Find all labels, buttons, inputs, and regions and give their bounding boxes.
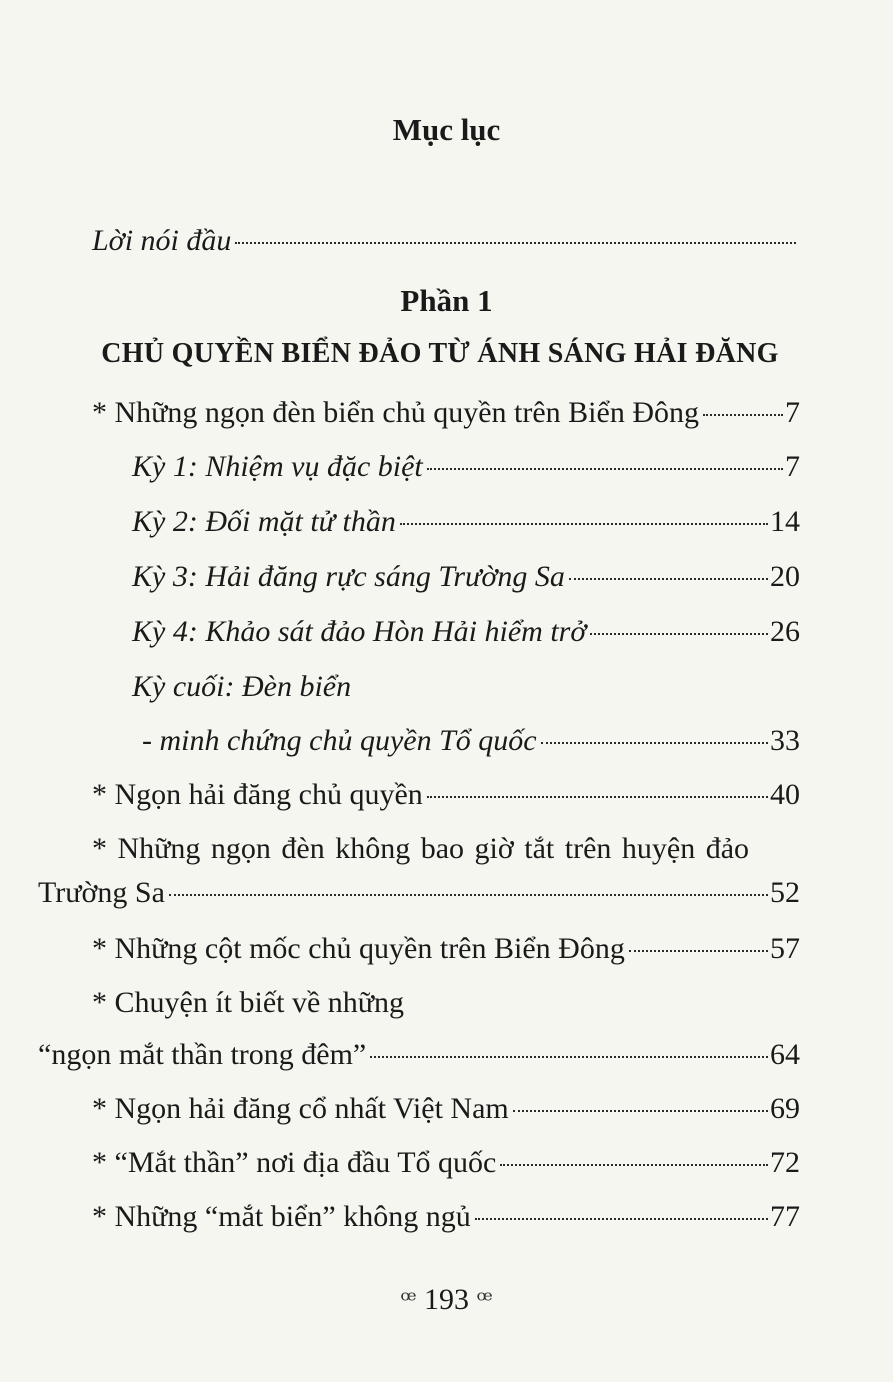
dot-leader — [629, 950, 768, 952]
toc-entry — [38, 874, 800, 912]
toc-entry-page: 57 — [770, 932, 800, 965]
toc-entry-label: * Chuyện ít biết về những — [92, 986, 405, 1019]
toc-entry-label: * Những ngọn đèn không bao giờ tắt trên huyện đảo — [92, 832, 750, 865]
toc-entry-page: 33 — [770, 724, 800, 757]
toc-entry-page: 52 — [770, 876, 800, 909]
toc-entry-label: Lời nói đầu — [92, 224, 232, 257]
toc-entry — [92, 1198, 800, 1236]
toc-entry-label: Kỳ 3: Hải đăng rực sáng Trường Sa — [132, 560, 565, 593]
toc-entry — [92, 1090, 800, 1128]
dot-leader — [475, 1218, 768, 1220]
toc-entry-label: Kỳ 1: Nhiệm vụ đặc biệt — [132, 450, 423, 483]
toc-entry-label: * Ngọn hải đăng cổ nhất Việt Nam — [92, 1092, 509, 1125]
toc-entry-page: 20 — [770, 560, 800, 593]
toc-entry-label: “ngọn mắt thần trong đêm” — [38, 1038, 367, 1071]
page-number: 193 — [424, 1283, 469, 1316]
dot-leader — [370, 1056, 768, 1058]
toc-entry — [132, 448, 800, 486]
dot-leader — [169, 894, 768, 896]
toc-entry-preface — [92, 222, 798, 260]
dot-leader — [541, 742, 768, 744]
toc-entry — [132, 558, 800, 596]
dot-leader — [569, 578, 768, 580]
toc-entry-label: Kỳ 2: Đối mặt tử thần — [132, 505, 396, 538]
toc-entry — [142, 722, 800, 760]
toc-entry — [132, 613, 800, 651]
toc-entry — [92, 394, 800, 432]
dot-leader — [427, 796, 768, 798]
toc-entry-label: Trường Sa — [38, 876, 165, 909]
toc-entry-label: * Ngọn hải đăng chủ quyền — [92, 778, 423, 811]
dot-leader — [513, 1110, 768, 1112]
toc-entry — [38, 1036, 800, 1074]
toc-entry — [92, 930, 800, 968]
dot-leader — [703, 414, 783, 416]
dot-leader — [590, 633, 768, 635]
ornament-right-icon: ꟹ — [476, 1286, 493, 1315]
dot-leader — [500, 1164, 768, 1166]
toc-entry-page: 14 — [770, 505, 800, 538]
toc-entry-label: - minh chứng chủ quyền Tổ quốc — [142, 724, 537, 757]
toc-entry-page: 69 — [770, 1092, 800, 1125]
toc-entry-page: 72 — [770, 1146, 800, 1179]
toc-entry-page: 7 — [785, 396, 800, 429]
toc-entry-page: 40 — [770, 778, 800, 811]
dot-leader — [235, 242, 796, 244]
toc-entry-label: Kỳ 4: Khảo sát đảo Hòn Hải hiểm trở — [132, 615, 587, 648]
toc-entry — [92, 1144, 800, 1182]
toc-entry-page: 7 — [785, 450, 800, 483]
toc-entry-label: * Những cột mốc chủ quyền trên Biển Đông — [92, 932, 625, 965]
toc-entry-label: * “Mắt thần” nơi địa đầu Tổ quốc — [92, 1146, 497, 1179]
toc-entry-label: Kỳ cuối: Đèn biển — [132, 670, 352, 703]
part-heading: CHỦ QUYỀN BIỂN ĐẢO TỪ ÁNH SÁNG HẢI ĐĂNG — [101, 338, 779, 369]
dot-leader — [427, 468, 783, 470]
dot-leader — [400, 523, 768, 525]
toc-entry — [92, 776, 800, 814]
toc-entry — [132, 503, 800, 541]
toc-entry-label: * Những ngọn đèn biển chủ quyền trên Biển Đông — [92, 396, 699, 429]
toc-entry-label: * Những “mắt biển” không ngủ — [92, 1200, 471, 1233]
toc-entry-page: 64 — [770, 1038, 800, 1071]
page-footer — [0, 1283, 893, 1317]
toc-entry-page: 77 — [770, 1200, 800, 1233]
toc-entry-page: 26 — [770, 615, 800, 648]
ornament-left-icon: ꟹ — [400, 1286, 417, 1315]
page-title: Mục lục — [392, 112, 501, 147]
part-label: Phần 1 — [400, 283, 493, 318]
